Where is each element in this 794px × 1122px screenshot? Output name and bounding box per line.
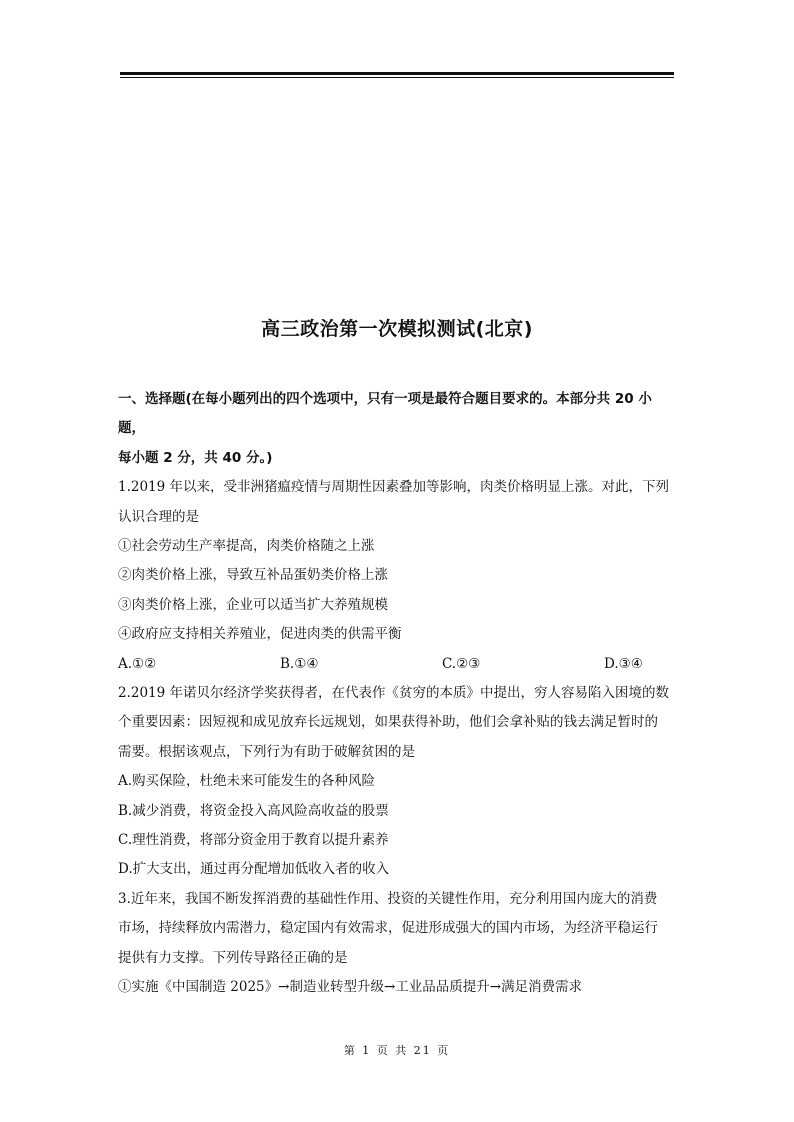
- section-heading: 每小题 2 分，共 40 分。): [118, 449, 273, 466]
- question-1: [118, 473, 674, 679]
- question-stem: 3.近年来，我国不断发挥消费的基础性作用、投资的关键性作用，充分利用国内庞大的消费: [118, 890, 658, 907]
- statement-item: ③肉类价格上涨，企业可以适当扩大养殖规模: [118, 596, 388, 613]
- question-3: [118, 885, 674, 1003]
- answer-option-b: B.减少消费，将资金投入高风险高收益的股票: [118, 802, 389, 819]
- header-rule-thick: [120, 72, 674, 75]
- question-stem: 提供有力支撑。下列传导路径正确的是: [118, 949, 348, 966]
- answer-option-a: A.①②: [118, 655, 157, 672]
- header-rule-thin: [120, 77, 674, 78]
- page-footer: 第 1 页 共 21 页: [343, 1044, 451, 1057]
- question-stem: 认识合理的是: [118, 508, 199, 525]
- document-title: 高三政治第一次模拟测试(北京): [261, 318, 533, 340]
- question-stem: 2.2019 年诺贝尔经济学奖获得者，在代表作《贫穷的本质》中提出，穷人容易陷入困境的数: [118, 685, 670, 702]
- answer-option-c: C.理性消费，将部分资金用于教育以提升素养: [118, 832, 389, 849]
- answer-option-a: A.购买保险，杜绝未来可能发生的各种风险: [118, 773, 376, 790]
- statement-item: ②肉类价格上涨，导致互补品蛋奶类价格上涨: [118, 567, 388, 584]
- statement-item: ④政府应支持相关养殖业，促进肉类的供需平衡: [118, 626, 402, 643]
- document-body: [118, 385, 674, 1003]
- answer-options: [118, 650, 674, 679]
- question-stem: 市场，持续释放内需潜力，稳定国内有效需求，促进形成强大的国内市场，为经济平稳运行: [118, 920, 658, 937]
- answer-option-d: D.扩大支出，通过再分配增加低收入者的收入: [118, 861, 390, 878]
- statement-item: ①社会劳动生产率提高，肉类价格随之上涨: [118, 538, 375, 555]
- question-2: [118, 679, 674, 885]
- answer-option-c: C.②③: [442, 655, 481, 672]
- answer-option-b: B.①④: [280, 655, 319, 672]
- question-stem: 个重要因素：因短视和成见放弃长远规划，如果获得补助，他们会拿补贴的钱去满足暂时的: [118, 714, 658, 731]
- question-stem: 1.2019 年以来，受非洲猪瘟疫情与周期性因素叠加等影响，肉类价格明显上涨。对此，下列: [118, 479, 670, 496]
- question-stem: 需要。根据该观点，下列行为有助于破解贫困的是: [118, 743, 415, 760]
- answer-option-d: D.③④: [604, 655, 643, 672]
- statement-item: ①实施《中国制造 2025》→制造业转型升级→工业品品质提升→满足消费需求: [118, 979, 583, 996]
- section-heading: 一、选择题(在每小题列出的四个选项中，只有一项是最符合题目要求的。本部分共 20 小题，: [118, 391, 652, 437]
